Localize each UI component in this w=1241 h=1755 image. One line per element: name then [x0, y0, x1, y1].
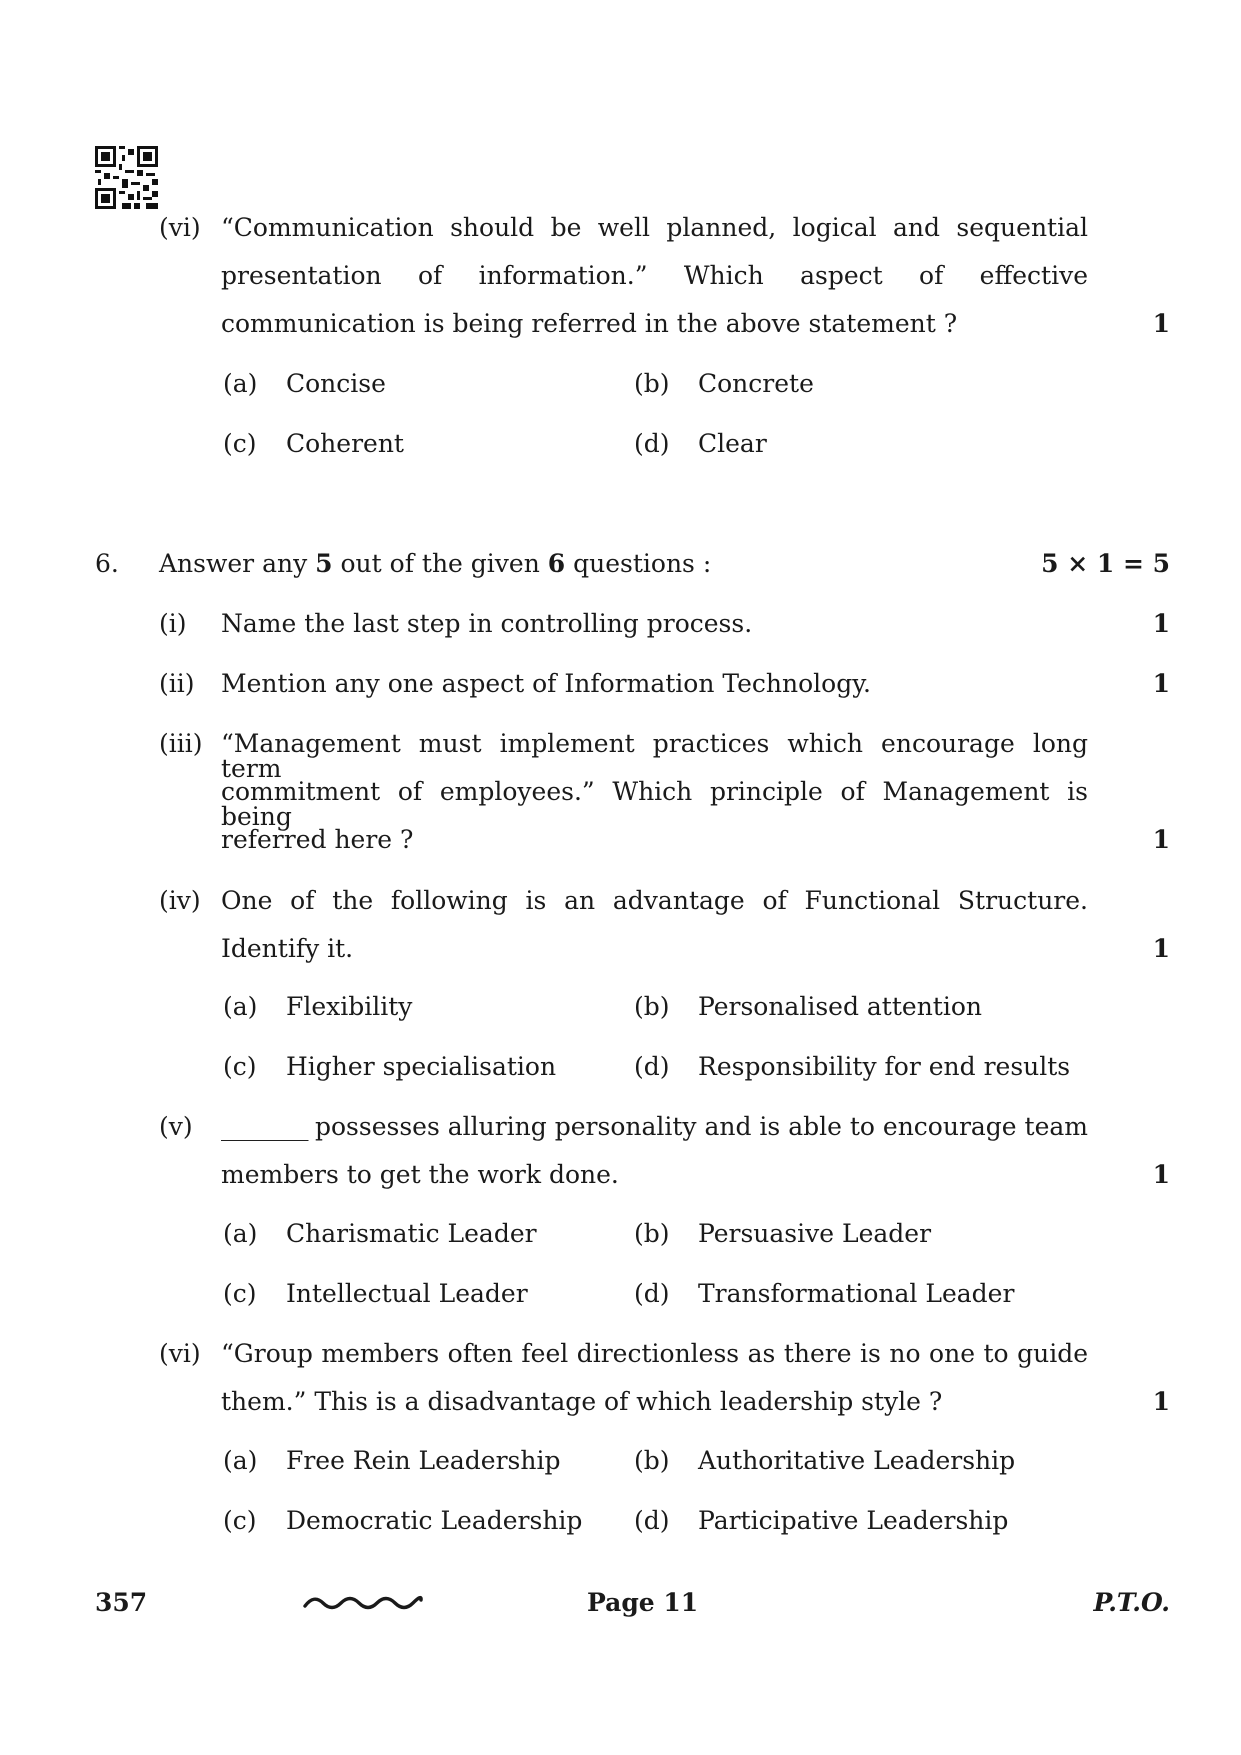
q6vi-text-line2: them.” This is a disadvantage of which leadership style ?	[221, 1387, 943, 1416]
q6v-option-label: (b)	[634, 1219, 670, 1248]
q6ii-text: Mention any one aspect of Information Technology.	[221, 669, 871, 698]
q6v-option-label: (a)	[223, 1219, 258, 1248]
q6iv-option-text: Responsibility for end results	[698, 1052, 1071, 1081]
q6v-option-label: (c)	[223, 1279, 257, 1308]
q5vi-marks: 1	[1152, 309, 1170, 338]
q6i-label: (i)	[159, 609, 187, 638]
q6iv-text-line2: Identify it.	[221, 934, 354, 963]
q5vi-option-label: (a)	[223, 369, 258, 398]
q5vi-text-line1: “Communication should be well planned, logical and sequential	[221, 213, 1088, 242]
q6iii-label: (iii)	[159, 729, 203, 758]
q6iii-text-line3: referred here ?	[221, 825, 414, 854]
q6v-option-text: Charismatic Leader	[286, 1219, 537, 1248]
pto-label: P.T.O.	[1093, 1588, 1170, 1617]
q6iii-text-line2: commitment of employees.” Which principle of Management is being	[221, 777, 1088, 831]
q6i-text: Name the last step in controlling process.	[221, 609, 753, 638]
q5vi-option-text: Coherent	[286, 429, 404, 458]
q6v-option-label: (d)	[634, 1279, 670, 1308]
q6vi-option-label: (d)	[634, 1506, 670, 1535]
q6vi-marks: 1	[1152, 1387, 1170, 1416]
q6-marks: 5 × 1 = 5	[1041, 549, 1170, 578]
q6ii-marks: 1	[1152, 669, 1170, 698]
q6iii-text-line1: “Management must implement practices which encourage long term	[221, 729, 1088, 783]
q6vi-option-label: (b)	[634, 1446, 670, 1475]
q6iv-option-text: Flexibility	[286, 992, 413, 1021]
paper-code: 357	[95, 1588, 148, 1617]
q6vi-option-text: Democratic Leadership	[286, 1506, 583, 1535]
q5vi-label: (vi)	[159, 213, 201, 242]
q6vi-option-text: Participative Leadership	[698, 1506, 1009, 1535]
q5vi-option-label: (c)	[223, 429, 257, 458]
q5vi-option-label: (d)	[634, 429, 670, 458]
page-number: Page 11	[587, 1588, 699, 1617]
q6iv-text-line1: One of the following is an advantage of Functional Structure.	[221, 886, 1088, 915]
q5vi-option-label: (b)	[634, 369, 670, 398]
q5vi-option-text: Concrete	[698, 369, 814, 398]
q6iv-option-label: (c)	[223, 1052, 257, 1081]
q6iv-option-label: (a)	[223, 992, 258, 1021]
q5vi-option-text: Concise	[286, 369, 386, 398]
q6iv-option-label: (b)	[634, 992, 670, 1021]
q6vi-label: (vi)	[159, 1339, 201, 1368]
q6i-marks: 1	[1152, 609, 1170, 638]
q5vi-text-line2: presentation of information.” Which aspect of effective	[221, 261, 1088, 290]
q5vi-text-line3: communication is being referred in the above statement ?	[221, 309, 958, 338]
q6v-text-line2: members to get the work done.	[221, 1160, 619, 1189]
q6iv-marks: 1	[1152, 934, 1170, 963]
q6vi-option-text: Free Rein Leadership	[286, 1446, 561, 1475]
q6vi-text-line1: “Group members often feel directionless as there is no one to guide	[221, 1339, 1088, 1368]
q6-instruction: Answer any 5 out of the given 6 questions :	[159, 549, 712, 578]
answer-blank: _______	[221, 1112, 309, 1141]
q6ii-label: (ii)	[159, 669, 195, 698]
q6v-option-text: Persuasive Leader	[698, 1219, 932, 1248]
q6-number: 6.	[95, 549, 119, 578]
q6vi-option-label: (a)	[223, 1446, 258, 1475]
q6v-option-text: Intellectual Leader	[286, 1279, 528, 1308]
wavy-line-icon	[303, 1592, 423, 1614]
q5vi-option-text: Clear	[698, 429, 767, 458]
q6v-option-text: Transformational Leader	[698, 1279, 1015, 1308]
q6vi-option-text: Authoritative Leadership	[698, 1446, 1016, 1475]
q6iv-option-text: Personalised attention	[698, 992, 982, 1021]
qr-code-icon	[95, 146, 158, 209]
q6v-label: (v)	[159, 1112, 193, 1141]
q6vi-option-label: (c)	[223, 1506, 257, 1535]
q6iii-marks: 1	[1152, 825, 1170, 854]
q6v-text-line1: _______ possesses alluring personality and is able to encourage team	[221, 1112, 1088, 1141]
q6iv-label: (iv)	[159, 886, 201, 915]
q6iv-option-label: (d)	[634, 1052, 670, 1081]
q6iv-option-text: Higher specialisation	[286, 1052, 557, 1081]
q6v-marks: 1	[1152, 1160, 1170, 1189]
